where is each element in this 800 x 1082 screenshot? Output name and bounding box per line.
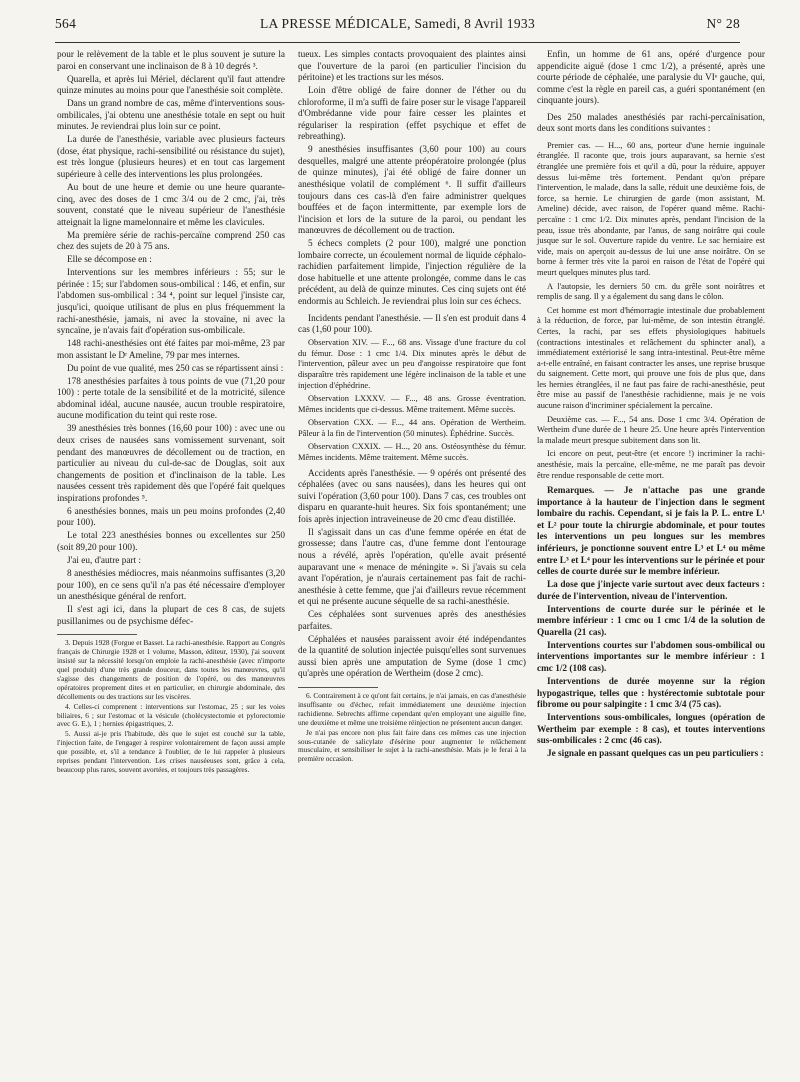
header-rule [55, 42, 740, 43]
paragraph: pour le relèvement de la table et le plus souvent je suture la paroi en conservant une inclinaison de 8 à 10 degrés ³. [57, 50, 285, 72]
paragraph: Des 250 malades anesthésiés par rachi-percaïnisation, deux sont morts dans les conditions suivantes : [537, 112, 765, 135]
paragraph: Loin d'être obligé de faire donner de l'éther ou du chloroforme, il m'a suffi de faire poser sur le visage l'appareil d'Ombrédanne vide pour faire cesser les plaintes et régulariser la respiration (effet psychique et effet de rebreathing). [298, 86, 526, 143]
footnote: 3. Depuis 1928 (Forgue et Basset. La rachi-anesthésie. Rapport au Congrès français de Chirurgie 1928 et 1 volume, Masson, éditeur, 1930), j'ai souvent insisté sur la nécessité lorsqu'on emploie la rachi-anesthésie (avec n'importe quel produit) d'une très grande douceur, dans toutes les manœuvres, qu'il s'agisse des changements de position de l'opéré, ou des manœuvres opératoires proprement dites et en particulier, en chirurgie abdominale, des décollements ou des tractions sur les viscères. [57, 638, 285, 701]
paragraph: tueux. Les simples contacts provoquaient des plaintes ainsi que l'ouverture de la paroi (en particulier l'incision du péritoine) et les tractions sur les mésos. [298, 50, 526, 84]
paragraph: Il s'est agi ici, dans la plupart de ces 8 cas, de sujets pusillanimes ou de psychisme défec- [57, 605, 285, 627]
observation: Observation CXX. — F..., 44 ans. Opération de Wertheim. Pâleur à la fin de l'intervention (50 minutes). Éphédrine. Succès. [298, 418, 526, 438]
paragraph: J'ai eu, d'autre part : [67, 555, 141, 566]
paragraph: Du point de vue qualité, mes 250 cas se répartissent ainsi : [67, 363, 284, 374]
case-report: Deuxième cas. — F..., 54 ans. Dose 1 cmc 3/4. Opération de Wertheim d'une durée de 1 heure 25. Une heure après l'intervention la malade meurt presque subitement dans son lit. [537, 414, 765, 445]
paragraph: Ces céphalées sont survenues après des anesthésies parfaites. [298, 610, 526, 632]
column-middle [298, 50, 526, 765]
observation: Observation CXXIX. — H..., 20 ans. Ostéosynthèse du fémur. Mêmes incidents. Même traitement. Même succès. [298, 442, 526, 463]
paragraph: 9 anesthésies insuffisantes (3,60 pour 100) au cours desquelles, malgré une attente préopératoire prolongée (plus de quinze minutes), j'ai été obligé de faire donner un anesthésique volatil de complément ⁶. Il suffit d'ailleurs toujours dans ces cas-là d'en faire administrer quelques bouffées et de façon intermittente, par exemple lors de l'incision et lors de la suture de la paroi, ou pendant les manœuvres de décollement ou de traction. [298, 145, 526, 237]
footnote: 5. Aussi ai-je pris l'habitude, dès que le sujet est couché sur la table, l'injection faite, de l'engager à respirer volontairement de façon aussi ample que possible, et, s'il a tendance à l'oublier, de le lui rappeler à plusieurs reprises pendant l'intervention. Les crises nauséeuses sont, grâce à cela, beaucoup plus rares, souvent avortées, et toujours très passagères. [57, 729, 285, 774]
remarks-paragraph: Je signale en passant quelques cas un peu particuliers : [547, 749, 764, 760]
footnote-rule [298, 687, 378, 688]
journal-title: LA PRESSE MÉDICALE, Samedi, 8 Avril 1933 [259, 16, 535, 31]
page-header [55, 16, 740, 38]
case-report: Premier cas. — H..., 60 ans, porteur d'une hernie inguinale étranglée. Il raconte que, trois jours auparavant, sa hernie s'est étranglée une première fois et qu'il a dû, pour la réduire, appuyer dessus lui-même très fortement. Pendant qu'on prépare l'intervention, le malade, dans la salle, réduit une deuxième fois, de force, sa hernie. Le chirurgien de garde (mon assistant, M. Ameline) décide, avec raison, de l'opérer quand même. Rachi-percaïne : 1 cmc 1/2. Dix minutes après, pendant l'incision de la peau, issue très abondante, par l'anus, de sang noirâtre qui coule jusque sur le sol. Ouverture rapide du ventre. Le sac herniaire est vide, mais on aperçoit au-dessus de lui une anse noirâtre. On se borne à fermer très vite la paroi en raison de l'état de l'opéré qui meurt quelques minutes plus tard. [537, 140, 765, 277]
footnote: 6. Contrairement à ce qu'ont fait certains, je n'ai jamais, en cas d'anesthésie insuffisante ou d'échec, refait immédiatement une deuxième injection rachidienne. Sebrechts affirme cependant qu'en employant une aiguille fine, une deuxième et même une troisième réinjection ne présentent aucun danger. [298, 691, 526, 727]
paragraph: 178 anesthésies parfaites à tous points de vue (71,20 pour 100) : perte totale de la sensibilité et de la motricité, silence abdominal idéal, aucune nausée, aucun trouble respiratoire, aucune modification du teint qui reste rose. [57, 376, 285, 422]
page-number: 564 [55, 16, 77, 31]
paragraph: Quarella, et après lui Mériel, déclarent qu'il faut attendre quinze minutes au moins pour que l'anesthésie soit complète. [57, 74, 285, 97]
observation: Observation LXXXV. — F..., 48 ans. Grosse éventration. Mêmes incidents que ci-dessus. Même traitement. Même succès. [298, 394, 526, 414]
paragraph: Enfin, un homme de 61 ans, opéré d'urgence pour appendicite aiguë (dose 1 cmc 1/2), a présenté, après une courte période de céphalée, une paralysie du VIᵉ gauche, qui, comme c'est la règle en pareil cas, a guéri spontanément (en cinquante jours). [537, 50, 765, 107]
paragraph: Céphalées et nausées paraissent avoir été indépendantes de la quantité de solution injectée puisqu'elles sont survenues aussi bien après une amputation de Syme (dose 1 cmc) qu'après une opération de Wertheim (dose 2 cmc). [298, 634, 526, 680]
paragraph: La durée de l'anesthésie, variable avec plusieurs facteurs (dose, état physique, rachi-sensibilité ou résistance du sujet), est très longue (plusieurs heures) et en tout cas largement supérieure à celle des interventions les plus prolongées. [57, 135, 285, 180]
paragraph: Dans un grand nombre de cas, même d'interventions sous-ombilicales, j'ai obtenu une anesthésie totale en sept ou huit minutes. Je reviendrai plus loin sur ce point. [57, 99, 285, 133]
paragraph: 8 anesthésies médiocres, mais néanmoins suffisantes (3,20 pour 100), en ce sens qu'il n'a pas été nécessaire d'employer un anesthésique général de renfort. [57, 569, 285, 603]
issue-number: N° 28 [706, 16, 740, 31]
remarks-paragraph: Interventions de durée moyenne sur la région hypogastrique, telles que : hystérectomie subtotale pour fibrome ou pour salpingite : 1 cmc 3/4 (75 cas). [537, 676, 765, 711]
paragraph: Interventions sur les membres inférieurs : 55; sur le périnée : 15; sur l'abdomen sous-ombilical : 146, et enfin, sur l'abdomen sus-ombilical : 34 ⁴, point sur lequel j'insiste car, jusqu'ici, quoique utilisant de plus en plus fréquemment la rachi-anesthésie, jamais, ni avec la stovaïne, ni avec la syncaïne, je n'avais fait d'opération sus-ombilicale. [57, 268, 285, 337]
paragraph: Au bout de une heure et demie ou une heure quarante-cinq, avec des doses de 1 cmc 3/4 ou de 2 cmc, j'ai, très souvent, constaté que le niveau supérieur de l'anesthésie atteignait la ligne mamelonnaire et même les clavicules. [57, 183, 285, 228]
remarks-paragraph: Interventions courtes sur l'abdomen sous-ombilical ou interventions importantes sur le membre inférieur : 1 cmc 1/2 (108 cas). [537, 640, 765, 674]
case-report: A l'autopsie, les derniers 50 cm. du grêle sont noirâtres et remplis de sang. Il y a également du sang dans le côlon. [537, 281, 765, 302]
paragraph: 5 échecs complets (2 pour 100), malgré une ponction lombaire correcte, un écoulement normal de liquide céphalo-rachidien parfaitement limpide, l'injection régulière de la dose habituelle et une attente prolongée, comme dans le cas précédent, au delà de quinze minutes. Ces cinq sujets ont été endormis au Schleich. Je reviendrai plus loin sur ces échecs. [298, 239, 526, 307]
paragraph: Le total 223 anesthésies bonnes ou excellentes sur 250 (soit 89,20 pour 100). [57, 531, 285, 553]
paragraph: 148 rachi-anesthésies ont été faites par moi-même, 23 par mon assistant le Dʳ Ameline, 79 par mes internes. [57, 339, 285, 361]
remarks-paragraph: Interventions de courte durée sur le périnée et le membre inférieur : 1 cmc ou 1 cmc 1/4 de la solution de Quarella (21 cas). [537, 604, 765, 638]
paragraph: 39 anesthésies très bonnes (16,60 pour 100) : avec une ou deux crises de nausées sans vomissement survenant, soit pendant des manœuvres de décollement ou de traction, en particulier au niveau du cul-de-sac de Douglas, soit aux changements de position et d'inclinaison de la table. Les nausées cessent très rapidement dès que l'opéré fait quelques inspirations profondes ⁵. [57, 424, 285, 504]
section-incidents: Incidents pendant l'anesthésie. — Il s'en est produit dans 4 cas (1,60 pour 100). [298, 313, 526, 336]
observation: Observation XIV. — F..., 68 ans. Vissage d'une fracture du col du fémur. Dose : 1 cmc 1/4. Dix minutes après le début de l'intervention, pâleur avec un peu d'angoisse respiratoire que font disparaître très rapidement une légère inclinaison de la table et une injection d'éphédrine. [298, 338, 526, 390]
remarks-paragraph: La dose que j'injecte varie surtout avec deux facteurs : durée de l'intervention, niveau de l'intervention. [537, 580, 765, 602]
remarks-paragraph: Interventions sous-ombilicales, longues (opération de Wertheim par exemple : 8 cas), et toutes interventions sus-ombilicales : 2 cmc (46 cas). [537, 713, 765, 747]
footnote-rule [57, 634, 137, 635]
paragraph: Il s'agissait dans un cas d'une femme opérée en état de grossesse; dans l'autre cas, d'une femme dont l'entourage nous a révélé, après l'opération, qu'elle avait présenté auparavant une « menace de méningite ». Si j'avais su cela avant l'opération, je n'aurais certainement pas fait de rachi-anesthésie à cette femme, que j'ai d'ailleurs revue récemment et qui ne présente aucune séquelle de sa rachi-anesthésie. [298, 527, 526, 608]
case-report: Cet homme est mort d'hémorragie intestinale due probablement à la réduction, de force, par lui-même, de son intestin étranglé. Certes, la rachi, par ses effets physiologiques habituels (contractions intestinales et relâchement du sphincter anal), a immédiatement extériorisé le sang intra-intestinal. Peut-être même a-t-elle entraîné, en faisant contracter les anses, une reprise brusque du saignement. Cette mort, qui prouve une fois de plus que, dans les hernies étranglées, il ne faut pas faire de rachi-anesthésie, peut être mise au passif de l'anesthésie rachidienne, mais je ne vois aucune raison d'incriminer spécialement la percaïne. [537, 305, 765, 411]
paragraph: 6 anesthésies bonnes, mais un peu moins profondes (2,40 pour 100). [57, 506, 285, 529]
column-left [57, 50, 285, 776]
column-right [537, 50, 765, 762]
case-report: Ici encore on peut, peut-être (et encore !) incriminer la rachi-anesthésie, mais la percaïne, elle-même, ne me paraît pas devoir être rendue responsable de cette mort. [537, 449, 765, 480]
paragraph: Elle se décompose en : [67, 255, 152, 266]
paragraph: Ma première série de rachis-percaïne comprend 250 cas chez des sujets de 20 à 75 ans. [57, 230, 285, 253]
footnote: Je n'ai pas encore non plus fait faire dans ces mêmes cas une injection sous-cutanée de salicylate d'ésérine pour augmenter le relâchement musculaire, et sensibiliser le sujet à la rachi-anesthésie. Mais je le ferai à la première occasion. [298, 727, 526, 764]
section-accidents: Accidents après l'anesthésie. — 9 opérés ont présenté des céphalées (avec ou sans nausées), dans les heures qui ont suivi l'opération (3,60 pour 100). Dans 7 cas, ces troubles ont disparu en quarante-huit heures. Six fois spontanément; une fois après injection intraveineuse de 20 cmc d'eau distillée. [298, 468, 526, 525]
remarks-paragraph: Remarques. — Je n'attache pas une grande importance à la hauteur de l'injection dans le segment lombaire du rachis. Cependant, si je fais la P. L. entre L¹ et L² pour toute la chirurgie abdominale, et pour toutes les interventions un peu longues sur les membres inférieurs, je ponctionne souvent entre L³ et L⁴ ou même entre L³ et L⁴ pour les interventions sur le périnée et pour celles de courte durée sur le membre inférieur. [537, 486, 765, 578]
footnote: 4. Celles-ci comprenent : interventions sur l'estomac, 25 ; sur les voies biliaires, 6 ; sur l'estomac et la vésicule (cholécystectomie et pylorectomie avec G. E.), 1 ; hernies épigastriques, 2. [57, 701, 285, 729]
